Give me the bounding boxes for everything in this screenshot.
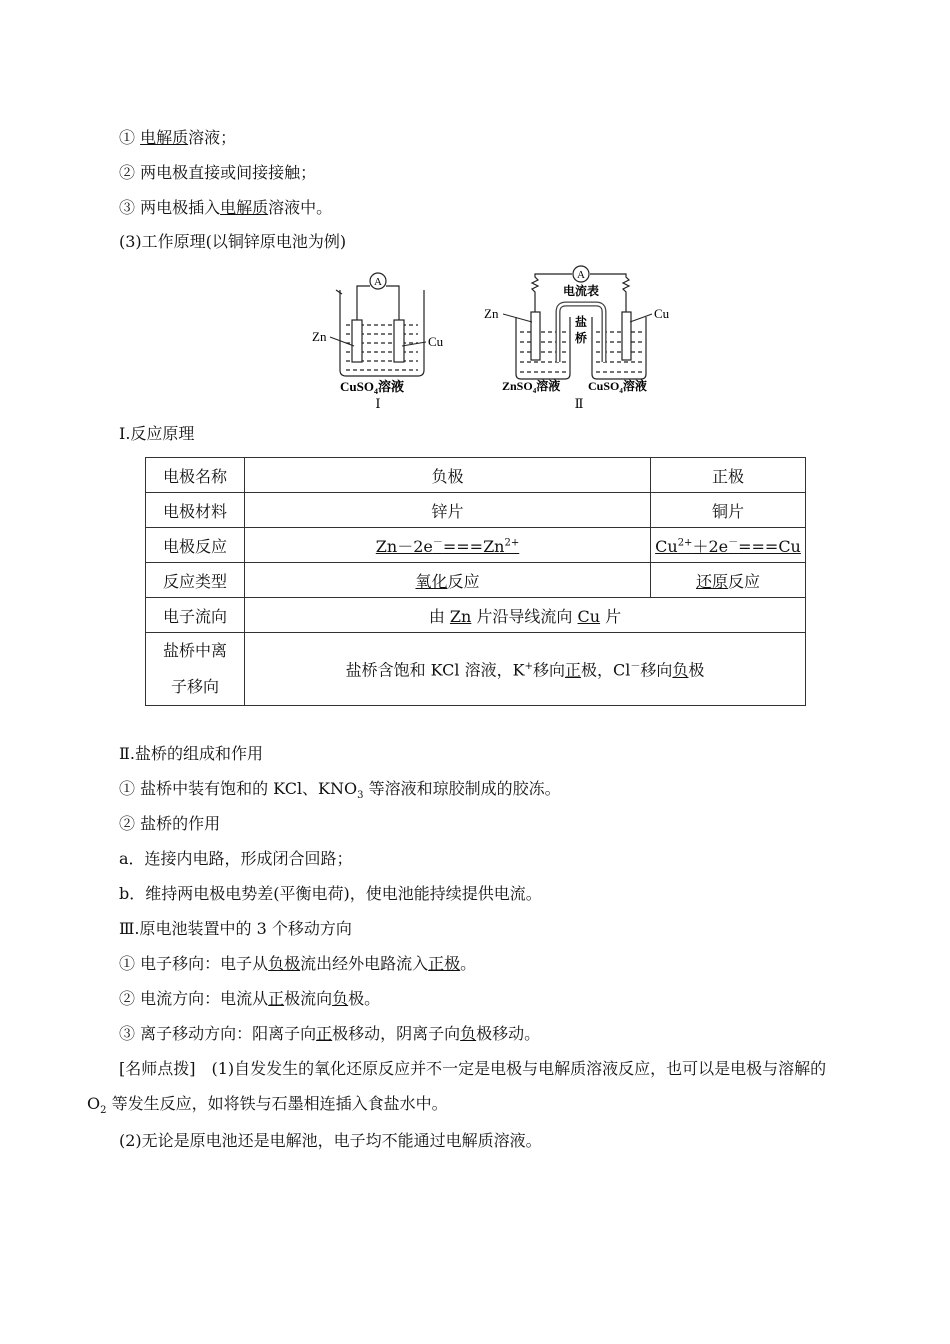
table-row <box>146 493 806 528</box>
cell-2-number: Ⅱ <box>574 396 584 411</box>
direction-2: ② 电流方向：电流从正极流向负极。 <box>119 989 381 1008</box>
ammeter-2-label: A <box>577 269 585 281</box>
condition-2: ② 两电极直接或间接接触； <box>119 163 317 182</box>
direction-1: ① 电子移向：电子从负极流出经外电路流入正极。 <box>119 954 477 973</box>
bridge-line-1: ① 盐桥中装有饱和的 KCl、$KNO_3$ 等溶液和琼胶制成的胶冻。 <box>119 779 561 802</box>
tip-1-line-1: [名师点拨] (1)自发发生的氧化还原反应并不一定是电极与电解质溶液反应，也可以是电极与溶解的 <box>119 1059 827 1078</box>
cell-1-zn-label: Zn <box>312 329 327 344</box>
bridge-line-2: ② 盐桥的作用 <box>119 814 221 833</box>
cell-2-cu-label: Cu <box>654 306 670 321</box>
ammeter-2-caption: 电流表 <box>562 284 600 298</box>
galvanic-cell-figure <box>300 262 680 412</box>
condition-1 <box>119 128 236 148</box>
condition-3-prefix: ③ 两电极插入 <box>119 198 221 217</box>
tip-1-line-2: $O_2$ 等发生反应，如将铁与石墨相连插入食盐水中。 <box>87 1094 448 1117</box>
cell-1-solution: CuSO$_4$溶液 <box>340 379 404 396</box>
cell-2-zn-leader <box>503 314 532 322</box>
negative-cell: 氧化反应 <box>245 563 651 598</box>
cell-2-cu-leader <box>630 314 652 322</box>
condition-3-underline: 电解质 <box>220 198 269 217</box>
row-label: 电极名称 <box>146 458 245 493</box>
condition-3-suffix: 溶液中。 <box>268 198 333 217</box>
cell-2-left-solution: ZnSO$_4$溶液 <box>502 379 561 395</box>
cell-1-zn-leader <box>330 337 354 346</box>
positive-electrode-equation: $Cu^{2+}+2e^-===Cu$ <box>651 528 806 563</box>
row-label: 反应类型 <box>146 563 245 598</box>
reaction-title: Ⅰ.反应原理 <box>119 424 195 443</box>
row-label: 电极材料 <box>146 493 245 528</box>
condition-3 <box>119 198 332 218</box>
condition-1-suffix: 溶液； <box>188 128 237 147</box>
bridge-line-3: a．连接内电路，形成闭合回路； <box>119 849 353 868</box>
cell-2-right-solution: CuSO$_4$溶液 <box>588 379 647 395</box>
cell-2-zn-label: Zn <box>484 306 499 321</box>
table-row <box>146 598 806 633</box>
direction-3: ③ 离子移动方向：阳离子向正极移动，阴离子向负极移动。 <box>119 1024 541 1043</box>
section-3-title: (3)工作原理(以铜锌原电池为例) <box>119 232 347 251</box>
ion-migration-cell: 盐桥含饱和 KCl 溶液，K+移向正极，Cl－移向负极 <box>245 633 806 706</box>
table-row <box>146 528 806 563</box>
tip-2: (2)无论是原电池还是电解池，电子均不能通过电解质溶液。 <box>119 1131 542 1150</box>
electron-flow-cell: 由 Zn 片沿导线流向 Cu 片 <box>245 598 806 633</box>
cell-1-number: Ⅰ <box>375 396 381 411</box>
positive-cell: 铜片 <box>651 493 806 528</box>
table-row <box>146 633 806 706</box>
directions-title: Ⅲ.原电池装置中的 3 个移动方向 <box>119 919 352 938</box>
salt-bridge-label-2: 桥 <box>574 331 588 345</box>
ammeter-1-label: A <box>374 276 382 288</box>
condition-1-prefix: ① <box>119 128 141 147</box>
cell-1-cu-label: Cu <box>428 334 444 349</box>
salt-bridge-label-1: 盐 <box>574 315 588 329</box>
row-label: 盐桥中离 子移向 <box>146 633 245 706</box>
bridge-title: Ⅱ.盐桥的组成和作用 <box>119 744 263 763</box>
positive-cell: 正极 <box>651 458 806 493</box>
negative-cell: 锌片 <box>245 493 651 528</box>
condition-1-underline: 电解质 <box>140 128 189 147</box>
negative-electrode-equation: $Zn-2e^-===Zn^{2+}$ <box>245 528 651 563</box>
table-row <box>146 563 806 598</box>
table-row <box>146 458 806 493</box>
cell-1-diagram <box>336 273 424 376</box>
positive-cell: 还原反应 <box>651 563 806 598</box>
negative-cell: 负极 <box>245 458 651 493</box>
row-label: 电极反应 <box>146 528 245 563</box>
row-label: 电子流向 <box>146 598 245 633</box>
reaction-table <box>145 457 806 706</box>
bridge-line-4: b．维持两电极电势差(平衡电荷)，使电池能持续提供电流。 <box>119 884 542 903</box>
